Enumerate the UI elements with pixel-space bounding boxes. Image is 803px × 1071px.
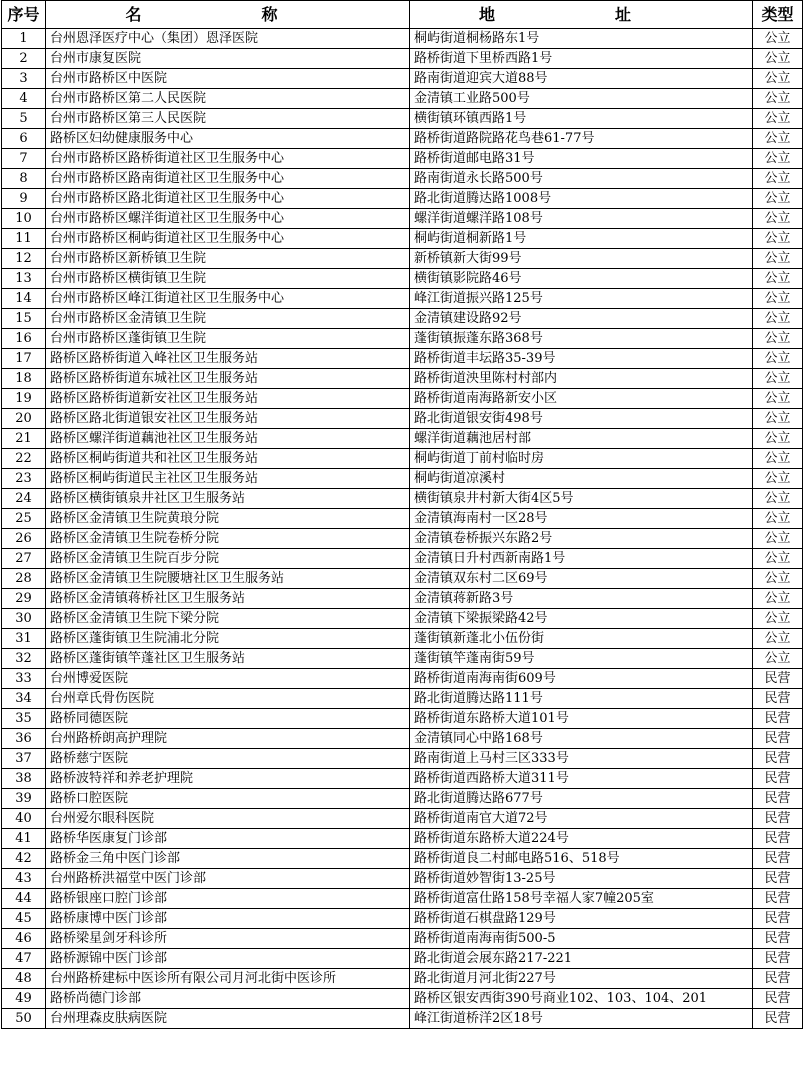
- cell-type: 公立: [753, 289, 803, 309]
- cell-name: 路桥区蓬街镇竿蓬社区卫生服务站: [46, 649, 410, 669]
- cell-address: 横街镇泉井村新大街4区5号: [410, 489, 753, 509]
- cell-type: 公立: [753, 529, 803, 549]
- cell-address: 路桥街道东路桥大道101号: [410, 709, 753, 729]
- cell-name: 台州理森皮肤病医院: [46, 1009, 410, 1029]
- cell-address: 路桥街道南海路新安小区: [410, 389, 753, 409]
- cell-address: 路桥街道路院路花鸟巷61-77号: [410, 129, 753, 149]
- cell-type: 民营: [753, 709, 803, 729]
- cell-name: 台州市路桥区金清镇卫生院: [46, 309, 410, 329]
- cell-name: 路桥源锦中医门诊部: [46, 949, 410, 969]
- table-row: [2, 469, 803, 489]
- table-row: [2, 489, 803, 509]
- cell-name: 路桥区妇幼健康服务中心: [46, 129, 410, 149]
- cell-no: 7: [2, 149, 46, 169]
- cell-name: 路桥波特祥和养老护理院: [46, 769, 410, 789]
- cell-no: 25: [2, 509, 46, 529]
- cell-address: 金清镇海南村一区28号: [410, 509, 753, 529]
- cell-name: 路桥区路桥街道新安社区卫生服务站: [46, 389, 410, 409]
- cell-address: 横街镇影院路46号: [410, 269, 753, 289]
- cell-name: 路桥金三角中医门诊部: [46, 849, 410, 869]
- cell-no: 29: [2, 589, 46, 609]
- cell-address: 桐屿街道丁前村临时房: [410, 449, 753, 469]
- table-row: [2, 629, 803, 649]
- cell-address: 金清镇卷桥振兴东路2号: [410, 529, 753, 549]
- cell-no: 38: [2, 769, 46, 789]
- cell-no: 1: [2, 29, 46, 49]
- cell-no: 14: [2, 289, 46, 309]
- cell-type: 公立: [753, 109, 803, 129]
- cell-type: 公立: [753, 229, 803, 249]
- table-row: [2, 89, 803, 109]
- cell-address: 金清镇日升村西新南路1号: [410, 549, 753, 569]
- cell-address: 螺洋街道螺洋路108号: [410, 209, 753, 229]
- cell-address: 横街镇环镇西路1号: [410, 109, 753, 129]
- header-address: 地 址: [410, 1, 753, 29]
- cell-name: 台州市路桥区新桥镇卫生院: [46, 249, 410, 269]
- cell-name: 路桥区桐屿街道共和社区卫生服务站: [46, 449, 410, 469]
- cell-name: 路桥区金清镇卫生院下梁分院: [46, 609, 410, 629]
- table-row: [2, 849, 803, 869]
- table-row: [2, 789, 803, 809]
- cell-type: 民营: [753, 809, 803, 829]
- cell-address: 路北街道会展东路217-221: [410, 949, 753, 969]
- cell-type: 民营: [753, 869, 803, 889]
- cell-address: 路桥街道妙智街13-25号: [410, 869, 753, 889]
- table-body: [2, 29, 803, 1029]
- cell-address: 桐屿街道桐杨路东1号: [410, 29, 753, 49]
- table-row: [2, 929, 803, 949]
- cell-name: 台州市路桥区桐屿街道社区卫生服务中心: [46, 229, 410, 249]
- cell-name: 台州市路桥区峰江街道社区卫生服务中心: [46, 289, 410, 309]
- cell-type: 民营: [753, 829, 803, 849]
- table-row: [2, 649, 803, 669]
- table-row: [2, 109, 803, 129]
- cell-no: 3: [2, 69, 46, 89]
- cell-type: 公立: [753, 209, 803, 229]
- cell-type: 民营: [753, 729, 803, 749]
- cell-type: 民营: [753, 989, 803, 1009]
- cell-type: 公立: [753, 429, 803, 449]
- cell-address: 峰江街道桥洋2区18号: [410, 1009, 753, 1029]
- cell-type: 公立: [753, 89, 803, 109]
- cell-name: 台州市路桥区路桥街道社区卫生服务中心: [46, 149, 410, 169]
- cell-address: 金清镇下梁振梁路42号: [410, 609, 753, 629]
- cell-type: 公立: [753, 29, 803, 49]
- cell-type: 民营: [753, 749, 803, 769]
- header-name: 名 称: [46, 1, 410, 29]
- table-row: [2, 69, 803, 89]
- cell-address: 路北街道银安街498号: [410, 409, 753, 429]
- table-row: [2, 709, 803, 729]
- cell-name: 台州路桥建标中医诊所有限公司月河北街中医诊所: [46, 969, 410, 989]
- cell-name: 路桥区金清镇卫生院腰塘社区卫生服务站: [46, 569, 410, 589]
- cell-type: 民营: [753, 929, 803, 949]
- table-row: [2, 449, 803, 469]
- cell-no: 10: [2, 209, 46, 229]
- cell-type: 公立: [753, 389, 803, 409]
- cell-address: 路南街道迎宾大道88号: [410, 69, 753, 89]
- header-type: 类型: [753, 1, 803, 29]
- cell-address: 金清镇蒋新路3号: [410, 589, 753, 609]
- cell-name: 台州市路桥区路南街道社区卫生服务中心: [46, 169, 410, 189]
- table-row: [2, 329, 803, 349]
- cell-no: 9: [2, 189, 46, 209]
- cell-no: 26: [2, 529, 46, 549]
- cell-address: 路桥街道泱里陈村村部内: [410, 369, 753, 389]
- cell-name: 台州章氏骨伤医院: [46, 689, 410, 709]
- header-row: [2, 1, 803, 29]
- cell-address: 路北街道腾达路111号: [410, 689, 753, 709]
- cell-address: 路桥街道南海南街609号: [410, 669, 753, 689]
- table-row: [2, 229, 803, 249]
- cell-no: 22: [2, 449, 46, 469]
- cell-name: 台州市路桥区蓬街镇卫生院: [46, 329, 410, 349]
- cell-no: 30: [2, 609, 46, 629]
- cell-type: 公立: [753, 609, 803, 629]
- table-row: [2, 769, 803, 789]
- cell-address: 路桥街道丰坛路35-39号: [410, 349, 753, 369]
- cell-address: 路桥街道西路桥大道311号: [410, 769, 753, 789]
- table-row: [2, 829, 803, 849]
- cell-no: 41: [2, 829, 46, 849]
- cell-type: 民营: [753, 669, 803, 689]
- cell-no: 23: [2, 469, 46, 489]
- table-row: [2, 749, 803, 769]
- cell-address: 蓬街镇振蓬东路368号: [410, 329, 753, 349]
- table-row: [2, 869, 803, 889]
- table-row: [2, 809, 803, 829]
- cell-no: 46: [2, 929, 46, 949]
- cell-type: 公立: [753, 629, 803, 649]
- cell-type: 公立: [753, 49, 803, 69]
- table-row: [2, 289, 803, 309]
- cell-type: 公立: [753, 169, 803, 189]
- cell-address: 路桥街道富仕路158号幸福人家7幢205室: [410, 889, 753, 909]
- cell-no: 49: [2, 989, 46, 1009]
- table-row: [2, 189, 803, 209]
- cell-type: 公立: [753, 409, 803, 429]
- cell-type: 公立: [753, 549, 803, 569]
- table-row: [2, 49, 803, 69]
- cell-address: 路北街道月河北街227号: [410, 969, 753, 989]
- cell-name: 路桥尚德门诊部: [46, 989, 410, 1009]
- cell-name: 台州恩泽医疗中心（集团）恩泽医院: [46, 29, 410, 49]
- cell-no: 6: [2, 129, 46, 149]
- cell-address: 路桥街道南海南街500-5: [410, 929, 753, 949]
- cell-type: 公立: [753, 449, 803, 469]
- cell-name: 路桥区金清镇卫生院黄琅分院: [46, 509, 410, 529]
- cell-address: 路北街道腾达路677号: [410, 789, 753, 809]
- cell-no: 47: [2, 949, 46, 969]
- cell-name: 台州路桥洪福堂中医门诊部: [46, 869, 410, 889]
- table-row: [2, 169, 803, 189]
- cell-address: 金清镇同心中路168号: [410, 729, 753, 749]
- cell-name: 台州市路桥区横街镇卫生院: [46, 269, 410, 289]
- table-row: [2, 429, 803, 449]
- cell-address: 螺洋街道藕池居村部: [410, 429, 753, 449]
- table-row: [2, 969, 803, 989]
- header-no: 序号: [2, 1, 46, 29]
- cell-no: 24: [2, 489, 46, 509]
- cell-no: 37: [2, 749, 46, 769]
- cell-no: 16: [2, 329, 46, 349]
- table-row: [2, 409, 803, 429]
- table-row: [2, 129, 803, 149]
- cell-type: 民营: [753, 909, 803, 929]
- cell-name: 台州市路桥区路北街道社区卫生服务中心: [46, 189, 410, 209]
- table-row: [2, 889, 803, 909]
- cell-type: 民营: [753, 949, 803, 969]
- cell-address: 路北街道腾达路1008号: [410, 189, 753, 209]
- cell-type: 民营: [753, 689, 803, 709]
- cell-type: 民营: [753, 789, 803, 809]
- cell-no: 27: [2, 549, 46, 569]
- table-header: [2, 1, 803, 29]
- cell-name: 路桥康博中医门诊部: [46, 909, 410, 929]
- cell-name: 路桥区桐屿街道民主社区卫生服务站: [46, 469, 410, 489]
- cell-no: 20: [2, 409, 46, 429]
- table-row: [2, 529, 803, 549]
- cell-no: 13: [2, 269, 46, 289]
- cell-name: 台州市路桥区中医院: [46, 69, 410, 89]
- cell-no: 45: [2, 909, 46, 929]
- cell-no: 42: [2, 849, 46, 869]
- cell-type: 公立: [753, 189, 803, 209]
- cell-name: 路桥区螺洋街道藕池社区卫生服务站: [46, 429, 410, 449]
- table-row: [2, 29, 803, 49]
- cell-address: 峰江街道振兴路125号: [410, 289, 753, 309]
- cell-address: 路桥街道良二村邮电路516、518号: [410, 849, 753, 869]
- cell-type: 民营: [753, 849, 803, 869]
- cell-address: 金清镇双东村二区69号: [410, 569, 753, 589]
- hospital-table: [1, 0, 803, 1029]
- cell-no: 39: [2, 789, 46, 809]
- cell-no: 40: [2, 809, 46, 829]
- cell-no: 15: [2, 309, 46, 329]
- cell-name: 路桥区金清镇卫生院百步分院: [46, 549, 410, 569]
- cell-address: 金清镇建设路92号: [410, 309, 753, 329]
- cell-name: 路桥银座口腔门诊部: [46, 889, 410, 909]
- cell-name: 台州市路桥区第三人民医院: [46, 109, 410, 129]
- cell-type: 公立: [753, 329, 803, 349]
- cell-type: 公立: [753, 269, 803, 289]
- cell-name: 台州市路桥区螺洋街道社区卫生服务中心: [46, 209, 410, 229]
- table-row: [2, 389, 803, 409]
- cell-type: 公立: [753, 489, 803, 509]
- cell-type: 公立: [753, 149, 803, 169]
- cell-address: 路南街道永长路500号: [410, 169, 753, 189]
- cell-no: 18: [2, 369, 46, 389]
- cell-address: 桐屿街道凉溪村: [410, 469, 753, 489]
- table-row: [2, 249, 803, 269]
- cell-type: 民营: [753, 769, 803, 789]
- cell-address: 路桥街道下里桥西路1号: [410, 49, 753, 69]
- table-row: [2, 369, 803, 389]
- cell-type: 公立: [753, 249, 803, 269]
- cell-name: 路桥口腔医院: [46, 789, 410, 809]
- cell-no: 50: [2, 1009, 46, 1029]
- cell-address: 蓬街镇竿蓬南街59号: [410, 649, 753, 669]
- table-row: [2, 209, 803, 229]
- cell-address: 路桥街道南官大道72号: [410, 809, 753, 829]
- table-row: [2, 309, 803, 329]
- cell-no: 8: [2, 169, 46, 189]
- cell-type: 民营: [753, 1009, 803, 1029]
- cell-no: 48: [2, 969, 46, 989]
- cell-address: 路桥街道邮电路31号: [410, 149, 753, 169]
- cell-no: 2: [2, 49, 46, 69]
- table-row: [2, 569, 803, 589]
- table-row: [2, 909, 803, 929]
- table-row: [2, 269, 803, 289]
- cell-no: 11: [2, 229, 46, 249]
- cell-no: 44: [2, 889, 46, 909]
- table-row: [2, 669, 803, 689]
- cell-name: 台州路桥朗高护理院: [46, 729, 410, 749]
- cell-no: 12: [2, 249, 46, 269]
- cell-type: 民营: [753, 969, 803, 989]
- cell-no: 5: [2, 109, 46, 129]
- cell-no: 33: [2, 669, 46, 689]
- cell-name: 路桥区蓬街镇卫生院浦北分院: [46, 629, 410, 649]
- cell-type: 公立: [753, 569, 803, 589]
- cell-no: 19: [2, 389, 46, 409]
- cell-no: 4: [2, 89, 46, 109]
- table-row: [2, 149, 803, 169]
- cell-address: 路南街道上马村三区333号: [410, 749, 753, 769]
- cell-address: 路桥街道石棋盘路129号: [410, 909, 753, 929]
- cell-name: 路桥华医康复门诊部: [46, 829, 410, 849]
- cell-name: 台州市康复医院: [46, 49, 410, 69]
- cell-no: 21: [2, 429, 46, 449]
- cell-type: 公立: [753, 469, 803, 489]
- table-row: [2, 989, 803, 1009]
- cell-type: 公立: [753, 649, 803, 669]
- cell-address: 路桥街道东路桥大道224号: [410, 829, 753, 849]
- cell-type: 公立: [753, 129, 803, 149]
- cell-type: 公立: [753, 309, 803, 329]
- cell-no: 36: [2, 729, 46, 749]
- cell-no: 17: [2, 349, 46, 369]
- cell-type: 公立: [753, 369, 803, 389]
- table-row: [2, 549, 803, 569]
- cell-type: 公立: [753, 69, 803, 89]
- table-row: [2, 689, 803, 709]
- cell-address: 路桥区银安西街390号商业102、103、104、201: [410, 989, 753, 1009]
- cell-type: 民营: [753, 889, 803, 909]
- cell-name: 路桥同德医院: [46, 709, 410, 729]
- cell-no: 31: [2, 629, 46, 649]
- table-row: [2, 349, 803, 369]
- cell-type: 公立: [753, 589, 803, 609]
- cell-name: 路桥区路桥街道东城社区卫生服务站: [46, 369, 410, 389]
- cell-name: 台州爱尔眼科医院: [46, 809, 410, 829]
- cell-name: 路桥区路桥街道入峰社区卫生服务站: [46, 349, 410, 369]
- cell-type: 公立: [753, 509, 803, 529]
- cell-name: 路桥梁星剑牙科诊所: [46, 929, 410, 949]
- cell-name: 台州博爱医院: [46, 669, 410, 689]
- cell-type: 公立: [753, 349, 803, 369]
- table-row: [2, 609, 803, 629]
- table-row: [2, 509, 803, 529]
- cell-name: 路桥区路北街道银安社区卫生服务站: [46, 409, 410, 429]
- cell-no: 34: [2, 689, 46, 709]
- cell-name: 路桥区金清镇蒋桥社区卫生服务站: [46, 589, 410, 609]
- cell-no: 32: [2, 649, 46, 669]
- cell-name: 台州市路桥区第二人民医院: [46, 89, 410, 109]
- cell-name: 路桥区横街镇泉井社区卫生服务站: [46, 489, 410, 509]
- cell-name: 路桥慈宁医院: [46, 749, 410, 769]
- cell-address: 金清镇工业路500号: [410, 89, 753, 109]
- cell-address: 新桥镇新大街99号: [410, 249, 753, 269]
- table-row: [2, 589, 803, 609]
- table-row: [2, 1009, 803, 1029]
- cell-address: 蓬街镇新蓬北小伍份街: [410, 629, 753, 649]
- table-row: [2, 729, 803, 749]
- cell-no: 35: [2, 709, 46, 729]
- cell-address: 桐屿街道桐新路1号: [410, 229, 753, 249]
- cell-name: 路桥区金清镇卫生院卷桥分院: [46, 529, 410, 549]
- cell-no: 43: [2, 869, 46, 889]
- cell-no: 28: [2, 569, 46, 589]
- table-row: [2, 949, 803, 969]
